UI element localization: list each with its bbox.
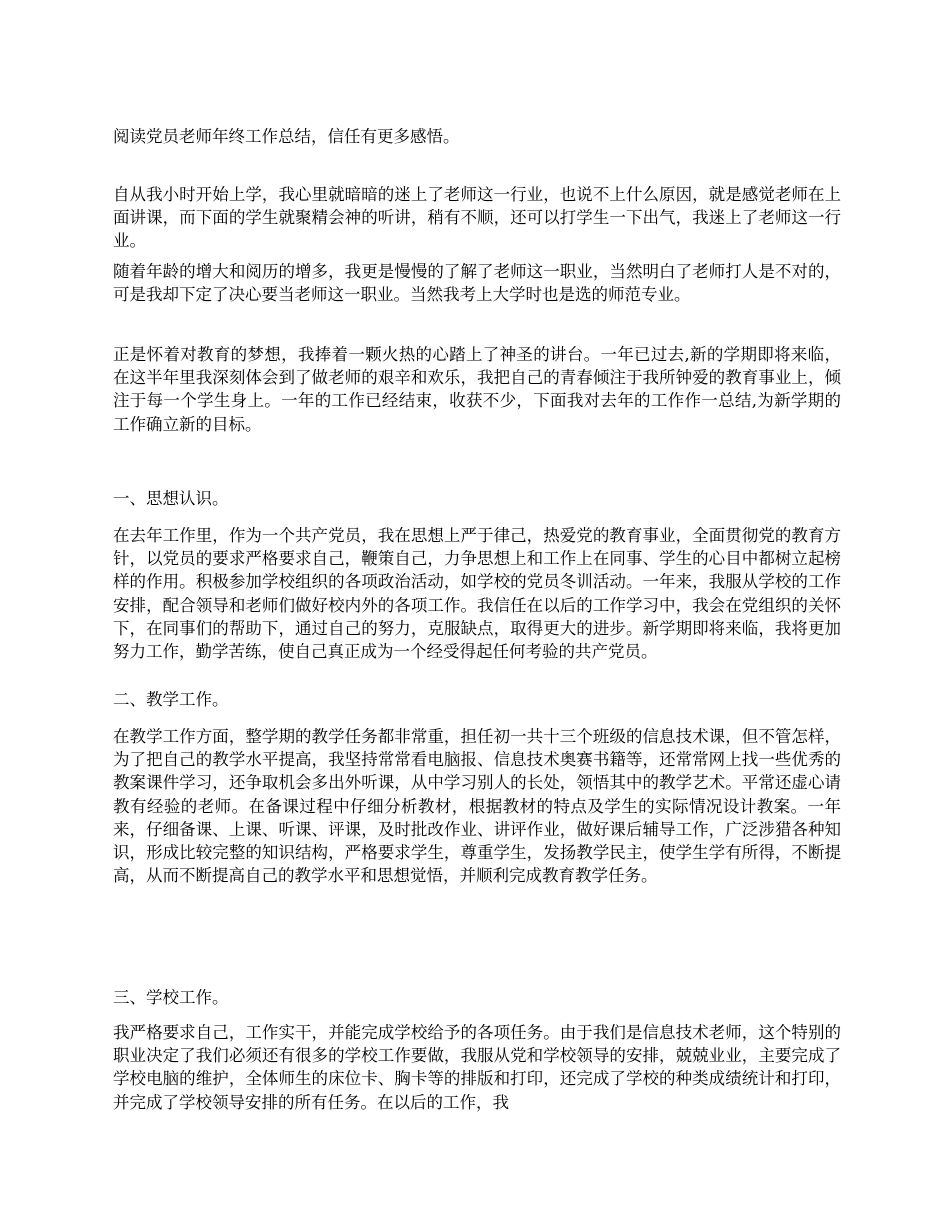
- body-paragraph: 正是怀着对教育的梦想，我捧着一颗火热的心踏上了神圣的讲台。一年已过去,新的学期即将来临，在这半年里我深刻体会到了做老师的艰辛和欢乐，我把自己的青春倾注于我所钟爱的教育事业上，倾注于每一个学生身上。一年的工作已经结束，收获不少，下面我对去年的工作作一总结,为新学期的工作确立新的目标。: [113, 345, 841, 434]
- section-heading: 一、思想认识。: [113, 489, 229, 508]
- intro-line: 阅读党员老师年终工作总结，信任有更多感悟。: [113, 127, 460, 146]
- body-paragraph: 在去年工作里，作为一个共产党员，我在思想上严于律己，热爱党的教育事业，全面贯彻党的教育方针，以党员的要求严格要求自己，鞭策自己，力争思想上和工作上在同事、学生的心目中都树立起榜样的作用。积极参加学校组织的各项政治活动，如学校的党员冬训活动。一年来，我服从学校的工作安排，配合领导和老师们做好校内外的各项工作。我信任在以后的工作学习中，我会在党组织的关怀下，在同事们的帮助下，通过自己的努力，克服缺点，取得更大的进步。新学期即将来临，我将更加努力工作，勤学苦练，使自己真正成为一个经受得起任何考验的共产党员。: [113, 526, 841, 662]
- body-paragraph: 我严格要求自己，工作实干，并能完成学校给予的各项任务。由于我们是信息技术老师，这个特别的职业决定了我们必须还有很多的学校工作要做，我服从党和学校领导的安排，兢兢业业，主要完成了学校电脑的维护，全体师生的床位卡、胸卡等的排版和打印，还完成了学校的种类成绩统计和打印，并完成了学校领导安排的所有任务。在以后的工作，我: [113, 1023, 841, 1112]
- body-paragraph: 自从我小时开始上学，我心里就暗暗的迷上了老师这一行业，也说不上什么原因，就是感觉老师在上面讲课，而下面的学生就聚精会神的听讲，稍有不顺，还可以打学生一下出气，我迷上了老师这一行业。: [113, 185, 841, 251]
- body-paragraph: 随着年龄的增大和阅历的增多，我更是慢慢的了解了老师这一职业，当然明白了老师打人是不对的，可是我却下定了决心要当老师这一职业。当然我考上大学时也是选的师范专业。: [113, 262, 841, 305]
- section-heading: 二、教学工作。: [113, 690, 229, 709]
- body-paragraph: 在教学工作方面，整学期的教学任务都非常重，担任初一共十三个班级的信息技术课，但不管怎样，为了把自己的教学水平提高，我坚持常常看电脑报、信息技术奥赛书籍等，还常常网上找一些优秀的教案课件学习，还争取机会多出外听课，从中学习别人的长处，领悟其中的教学艺术。平常还虚心请教有经验的老师。在备课过程中仔细分析教材，根据教材的特点及学生的实际情况设计教案。一年来，仔细备课、上课、听课、评课，及时批改作业、讲评作业，做好课后辅导工作，广泛涉猎各种知识，形成比较完整的知识结构，严格要求学生，尊重学生，发扬教学民主，使学生学有所得，不断提高，从而不断提高自己的教学水平和思想觉悟，并顺利完成教育教学任务。: [113, 727, 841, 886]
- section-heading: 三、学校工作。: [113, 988, 229, 1007]
